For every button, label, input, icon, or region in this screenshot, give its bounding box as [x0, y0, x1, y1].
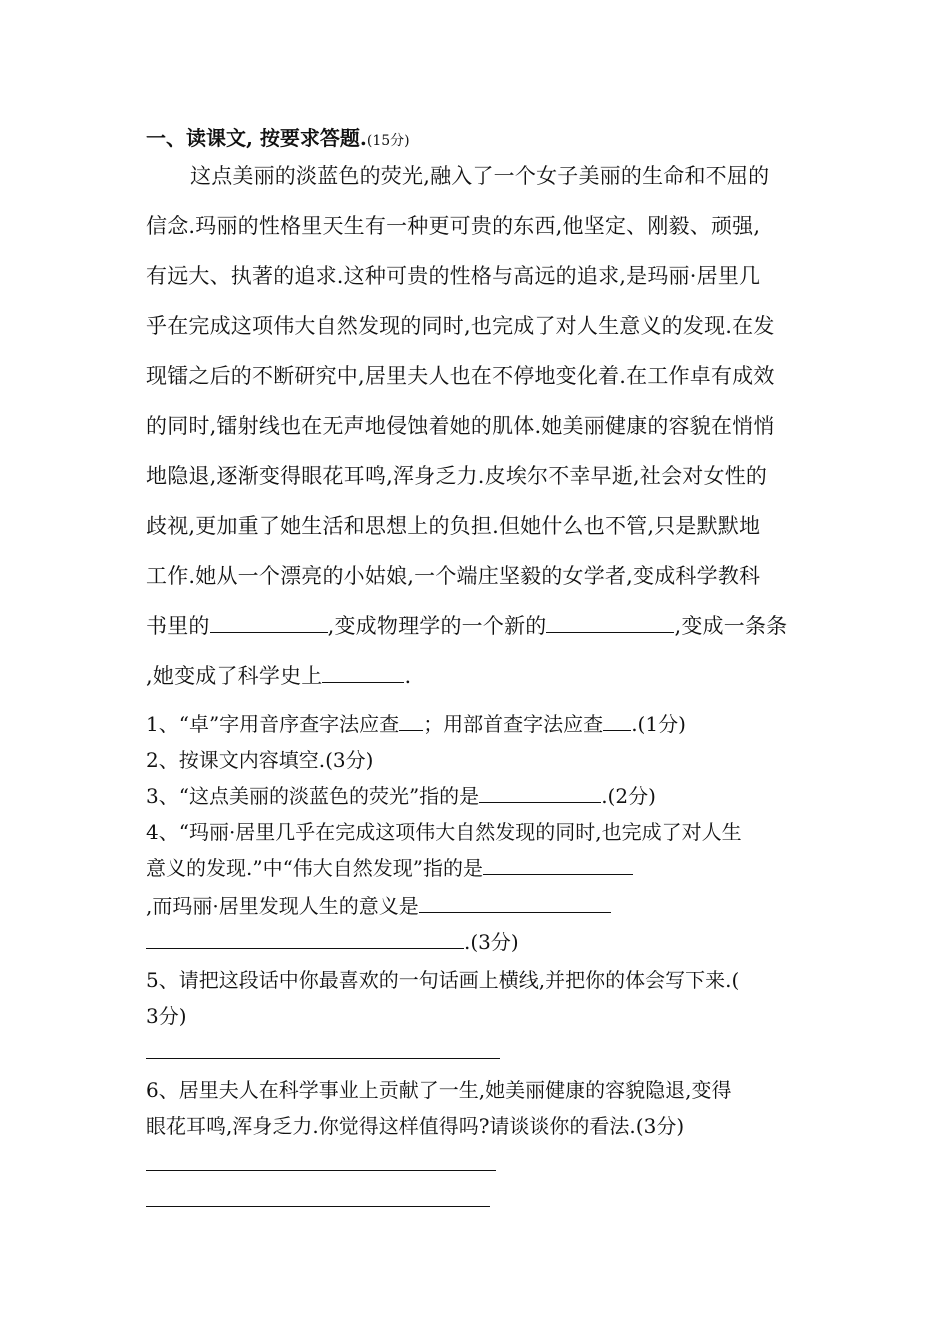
passage-line-3: 有远大、执著的追求.这种可贵的性格与高远的追求,是玛丽·居里几 — [146, 264, 761, 288]
question-3-text-b: .(2分) — [601, 784, 656, 808]
fill-blank-3[interactable] — [322, 664, 404, 683]
passage-line-6: 的同时,镭射线也在无声地侵蚀着她的肌体.她美丽健康的容貌在悄悄 — [146, 414, 775, 438]
question-4-line-4 — [146, 928, 519, 956]
passage-line-7: 地隐退,逐渐变得眼花耳鸣,浑身乏力.皮埃尔不幸早逝,社会对女性的 — [146, 464, 768, 488]
passage-line-1: 这点美丽的淡蓝色的荧光,融入了一个女子美丽的生命和不屈的 — [190, 164, 770, 188]
question-4-line-4-text: .(3分) — [464, 930, 519, 954]
passage-line-11-part-b: . — [404, 664, 412, 688]
question-6-line-2: 眼花耳鸣,浑身乏力.你觉得这样值得吗?请谈谈你的看法.(3分) — [146, 1114, 685, 1138]
question-4-blank-b[interactable] — [419, 894, 611, 913]
passage-line-10-part-a: 书里的 — [146, 614, 210, 638]
question-1-text-b: ；用部首查字法应查 — [423, 712, 604, 736]
question-4-blank-a[interactable] — [483, 856, 633, 875]
passage-line-10 — [146, 612, 787, 640]
question-1-blank-a[interactable] — [399, 712, 423, 731]
fill-blank-1[interactable] — [210, 614, 328, 633]
question-4-line-2 — [146, 854, 633, 882]
passage-line-2: 信念.玛丽的性格里天生有一种更可贵的东西,他坚定、刚毅、顽强, — [146, 214, 761, 238]
fill-blank-2[interactable] — [546, 614, 674, 633]
question-4-line-3-text: ,而玛丽·居里发现人生的意义是 — [146, 894, 419, 918]
question-5-line-2: 3分) — [146, 1004, 187, 1028]
question-6-answer-line-2[interactable] — [146, 1206, 490, 1207]
question-3-text-a: 3、“这点美丽的淡蓝色的荧光”指的是 — [146, 784, 480, 808]
question-4-blank-c[interactable] — [146, 930, 464, 949]
question-5-line-1: 5、请把这段话中你最喜欢的一句话画上横线,并把你的体会写下来.( — [146, 968, 740, 992]
question-6-line-1: 6、居里夫人在科学事业上贡献了一生,她美丽健康的容貌隐退,变得 — [146, 1078, 732, 1102]
question-4-line-3 — [146, 892, 611, 920]
passage-line-11 — [146, 662, 411, 690]
question-6-answer-line-1[interactable] — [146, 1170, 496, 1171]
question-5-answer-line[interactable] — [146, 1058, 500, 1059]
question-4-line-2-text: 意义的发现.”中“伟大自然发现”指的是 — [146, 856, 484, 880]
passage-line-4: 乎在完成这项伟大自然发现的同时,也完成了对人生意义的发现.在发 — [146, 314, 775, 338]
question-3 — [146, 782, 656, 810]
question-1-text-c: .(1分) — [631, 712, 686, 736]
question-4-line-1: 4、“玛丽·居里几乎在完成这项伟大自然发现的同时,也完成了对人生 — [146, 820, 742, 844]
question-3-blank[interactable] — [479, 784, 601, 803]
passage-line-11-part-a: ,她变成了科学史上 — [146, 664, 323, 688]
passage-line-9: 工作.她从一个漂亮的小姑娘,一个端庄坚毅的女学者,变成科学教科 — [146, 564, 761, 588]
question-1-text-a: 1、“卓”字用音序查字法应查 — [146, 712, 400, 736]
passage-line-10-part-b: ,变成物理学的一个新的 — [327, 614, 547, 638]
section-heading — [146, 124, 410, 155]
passage-line-5: 现镭之后的不断研究中,居里夫人也在不停地变化着.在工作卓有成效 — [146, 364, 775, 388]
section-title: 一、读课文, 按要求答题. — [146, 126, 367, 150]
question-1 — [146, 710, 686, 738]
section-points: (15分) — [366, 133, 410, 149]
question-2: 2、按课文内容填空.(3分) — [146, 748, 374, 772]
question-1-blank-b[interactable] — [603, 712, 631, 731]
passage-line-8: 歧视,更加重了她生活和思想上的负担.但她什么也不管,只是默默地 — [146, 514, 761, 538]
passage-line-10-part-c: ,变成一条条 — [674, 614, 788, 638]
